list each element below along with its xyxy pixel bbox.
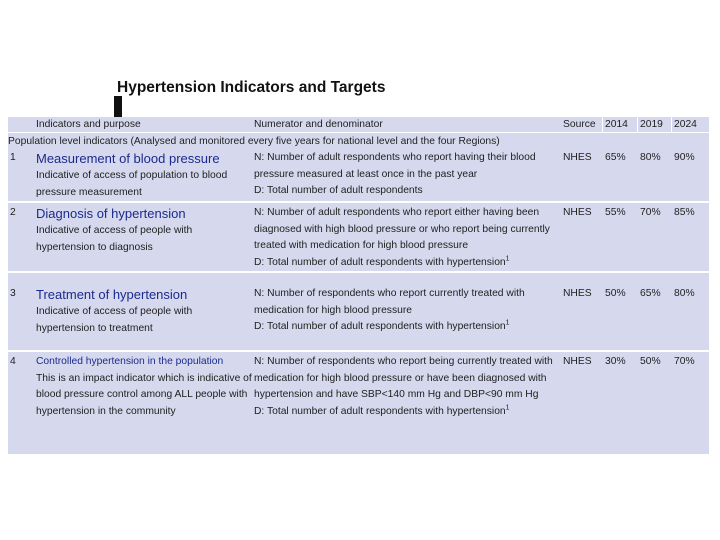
numerator-text: N: Number of respondents who report being currently treated with medication for high blood pressure or have been diagnosed with hypertension and have SBP<140 mm Hg and DBP<90 mm Hg: [254, 356, 553, 401]
source-cell: NHES: [563, 288, 592, 299]
value-2014: 30%: [605, 356, 626, 367]
value-2019: 65%: [640, 288, 661, 299]
header-indicator: Indicators and purpose: [36, 119, 141, 130]
source-cell: NHES: [563, 152, 592, 163]
indicator-title: Diagnosis of hypertension: [36, 206, 186, 221]
table-row: [8, 354, 709, 454]
table-row: [8, 150, 709, 202]
denominator-text: D: Total number of adult respondents with hypertension: [254, 405, 506, 417]
measure-cell: [254, 205, 560, 271]
numerator-text: N: Number of adult respondents who report either having been diagnosed with high blood pressure or who report being currently treated with medication for high blood pressure: [254, 207, 550, 252]
header-measure: Numerator and denominator: [254, 119, 383, 130]
value-2024: 85%: [674, 207, 695, 218]
value-2019: 70%: [640, 207, 661, 218]
row-number: 4: [10, 356, 16, 367]
header-col-divider: [671, 117, 672, 132]
row-number: 3: [10, 288, 16, 299]
row-number: 1: [10, 152, 16, 163]
row-divider: [8, 350, 709, 352]
measure-cell: [254, 286, 560, 336]
indicators-table: [8, 117, 709, 454]
row-number: 2: [10, 207, 16, 218]
numerator-text: N: Number of respondents who report currently treated with medication for high blood pressure: [254, 288, 525, 316]
indicator-cell: [36, 150, 252, 201]
denominator-line: [254, 319, 560, 336]
source-cell: NHES: [563, 356, 592, 367]
value-2019: 50%: [640, 356, 661, 367]
denominator-text: D: Total number of adult respondents with hypertension: [254, 321, 506, 333]
indicator-description: This is an impact indicator which is indicative of blood pressure control among ALL people with hypertension in the community: [36, 372, 252, 417]
header-2019: 2019: [640, 119, 663, 130]
header-2014: 2014: [605, 119, 628, 130]
footnote-marker: 1: [505, 319, 510, 327]
header-source: Source: [563, 119, 596, 130]
row-divider: [8, 201, 709, 203]
indicator-title: Treatment of hypertension: [36, 287, 188, 302]
value-2024: 80%: [674, 288, 695, 299]
table-row: [8, 205, 709, 273]
measure-cell: [254, 150, 560, 200]
value-2024: 90%: [674, 152, 695, 163]
source-cell: NHES: [563, 207, 592, 218]
title-accent-bar: [114, 96, 122, 118]
numerator-text: N: Number of adult respondents who report having their blood pressure measured at least once in the past year: [254, 152, 536, 180]
table-header-row: [8, 117, 709, 133]
header-col-divider: [637, 117, 638, 132]
indicator-cell: [36, 354, 252, 420]
header-2024: 2024: [674, 119, 697, 130]
page-title: Hypertension Indicators and Targets: [117, 79, 386, 96]
table-row: [8, 286, 709, 338]
footnote-marker: 1: [505, 404, 510, 412]
denominator-line: [254, 255, 560, 272]
indicator-cell: [36, 286, 252, 337]
value-2014: 65%: [605, 152, 626, 163]
value-2014: 55%: [605, 207, 626, 218]
indicator-description: Indicative of access of people with hypertension to diagnosis: [36, 225, 193, 253]
indicator-title: Controlled hypertension in the population: [36, 356, 224, 367]
header-divider: [8, 132, 709, 133]
indicator-description: Indicative of access of people with hypertension to treatment: [36, 306, 193, 334]
denominator-line: [254, 404, 560, 421]
row-divider: [8, 271, 709, 273]
value-2019: 80%: [640, 152, 661, 163]
indicator-cell: [36, 205, 252, 256]
value-2024: 70%: [674, 356, 695, 367]
footnote-marker: 1: [505, 255, 510, 263]
value-2014: 50%: [605, 288, 626, 299]
denominator-text: D: Total number of adult respondents with hypertension: [254, 256, 506, 268]
population-level-label: Population level indicators (Analysed and monitored every five years for national level and the four Regions): [8, 136, 500, 147]
measure-cell: [254, 354, 560, 420]
denominator-text: D: Total number of adult respondents: [254, 185, 423, 197]
indicator-title: Measurement of blood pressure: [36, 151, 220, 166]
header-col-divider: [602, 117, 603, 132]
indicator-description: Indicative of access of population to blood pressure measurement: [36, 170, 228, 198]
